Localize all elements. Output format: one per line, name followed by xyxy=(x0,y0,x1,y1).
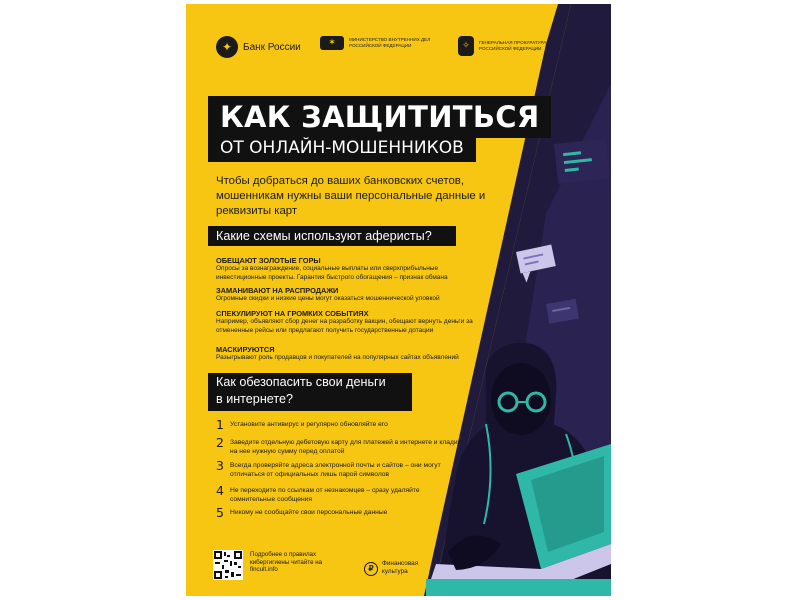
prosecutor-name: ГЕНЕРАЛЬНАЯ ПРОКУРАТУРА РОССИЙСКОЙ ФЕДЕРАЦИИ xyxy=(479,40,547,51)
protect-heading-line1: Как обезопасить свои деньги xyxy=(216,375,386,389)
tip-text: Никому не сообщайте свои персональные данные xyxy=(230,509,388,516)
scheme-title: ОБЕЩАЮТ ЗОЛОТЫЕ ГОРЫ xyxy=(216,256,321,265)
protect-heading-line2: в интернете? xyxy=(216,392,293,406)
poster xyxy=(186,4,611,596)
scheme-text: Разыгрывают роль продавцов и покупателей на популярных сайтах объявлений xyxy=(216,354,459,361)
winged-emblem-icon: ✶ xyxy=(320,36,344,50)
scheme-item xyxy=(216,286,486,304)
scheme-item xyxy=(216,309,486,335)
bank-name: Банк России xyxy=(243,41,301,53)
scheme-title: МАСКИРУЮТСЯ xyxy=(216,345,275,354)
financial-culture-logo-text: Финансовая культура xyxy=(382,560,419,575)
ministry-logo xyxy=(320,36,439,50)
main-title: КАК ЗАЩИТИТЬСЯ xyxy=(208,96,551,138)
schemes-heading: Какие схемы используют аферисты? xyxy=(208,226,456,246)
tip-item xyxy=(216,436,466,456)
scheme-item xyxy=(216,345,486,363)
scheme-text: Огромные скидки и низкие цены могут оказаться мошеннической уловкой xyxy=(216,295,440,302)
protect-heading xyxy=(208,373,412,411)
code-window xyxy=(554,139,610,184)
tip-number: 1 xyxy=(216,417,224,432)
ministry-name: МИНИСТЕРСТВО ВНУТРЕННИХ ДЕЛ РОССИЙСКОЙ ФЕДЕРАЦИИ xyxy=(349,37,431,48)
tip-number: 3 xyxy=(216,458,224,473)
tip-item xyxy=(216,484,466,504)
tip-number: 4 xyxy=(216,483,224,498)
scheme-text: Опросы за вознаграждение, социальные выплаты или сверхприбыльные инвестиционные проекты. Гарантия быстрого обогащения – признак обмана xyxy=(216,265,448,281)
qr-code-icon[interactable] xyxy=(213,550,243,580)
tip-number: 5 xyxy=(216,505,224,520)
tip-item xyxy=(216,506,466,519)
tip-item xyxy=(216,459,466,479)
fincult-info-text: Подробнее о правилах кибергигиены читайте на fincult.info xyxy=(250,551,323,574)
tip-text: Не переходите по ссылкам от незнакомцев – сразу удаляйте сомнительные сообщения xyxy=(230,487,420,503)
tip-text: Заведите отдельную дебетовую карту для платежей в интернете и кладите на нее нужную сумму перед оплатой xyxy=(230,439,465,455)
bank-logo xyxy=(216,36,301,58)
scheme-title: ЗАМАНИВАЮТ НА РАСПРОДАЖИ xyxy=(216,286,339,295)
main-subtitle: ОТ ОНЛАЙН-МОШЕННИКОВ xyxy=(208,134,476,162)
scheme-title: СПЕКУЛИРУЮТ НА ГРОМКИХ СОБЫТИЯХ xyxy=(216,309,369,318)
prosecutor-logo xyxy=(458,36,559,56)
tip-item xyxy=(216,418,466,431)
scheme-item xyxy=(216,256,486,282)
tip-number: 2 xyxy=(216,435,224,450)
prosecutor-emblem-icon: ✧ xyxy=(458,36,474,56)
ruble-icon: ₽ xyxy=(364,562,378,576)
floor-strip xyxy=(426,579,611,596)
intro-text: Чтобы добраться до ваших банковских счетов, мошенникам нужны ваши персональные данные и реквизиты карт xyxy=(216,175,486,217)
tip-text: Установите антивирус и регулярно обновляйте его xyxy=(230,421,388,428)
double-eagle-emblem-icon: ✦ xyxy=(216,36,238,58)
tip-text: Всегда проверяйте адреса электронной почты и сайтов – они могут отличаться от официальных лишь парой символов xyxy=(230,462,441,478)
scheme-text: Например, объявляют сбор денег на разработку вакцин, обещают вернуть деньги за отмененные рейсы или предлагают получить государственные дотации xyxy=(216,318,473,334)
